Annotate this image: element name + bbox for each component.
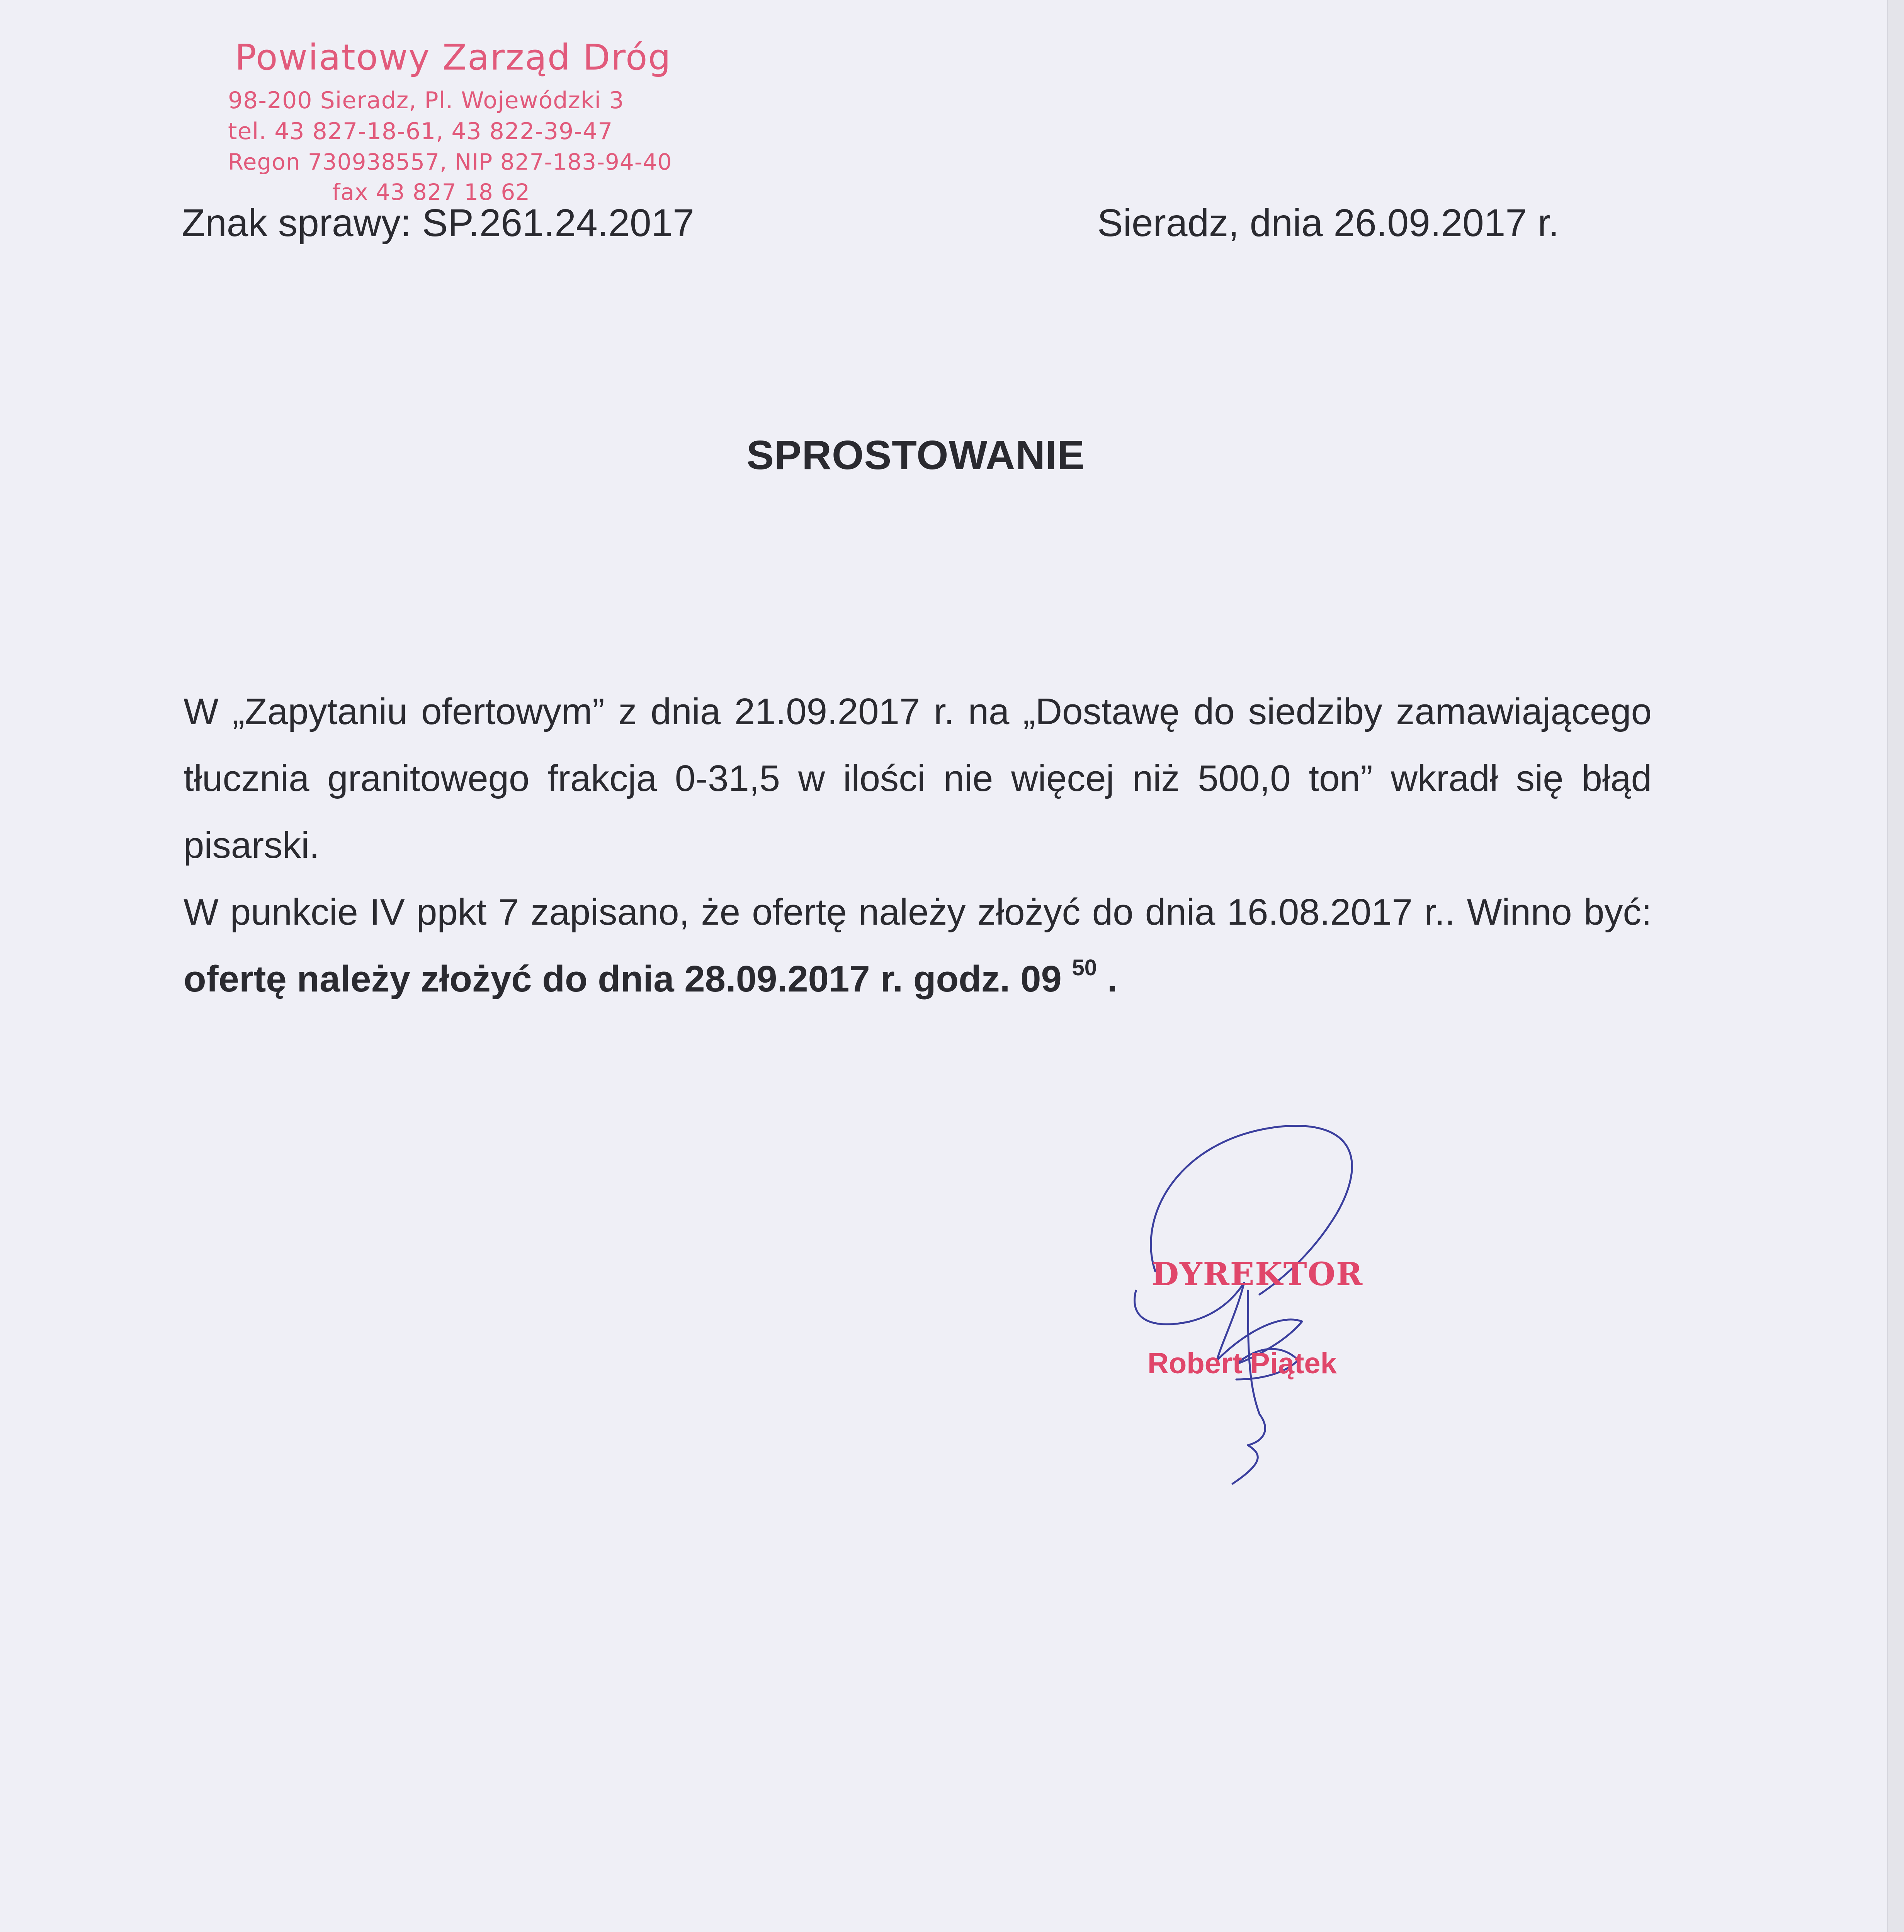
signatory-name: Robert Piątek [1148, 1347, 1337, 1380]
document-title: SPROSTOWANIE [746, 432, 1085, 478]
correction-text: W punkcie IV ppkt 7 zapisano, że ofertę należy złożyć do dnia 16.08.2017 r.. Winno być: [184, 891, 1652, 933]
signature-block [1120, 1113, 1414, 1492]
paper-edge [1887, 0, 1904, 1932]
stamp-phone: tel. 43 827-18-61, 43 822-39-47 [228, 118, 613, 145]
corrected-deadline [184, 955, 1118, 1000]
deadline-period: . [1107, 958, 1118, 1000]
stamp-ids: Regon 730938557, NIP 827-183-94-40 [228, 149, 672, 175]
deadline-minutes: 50 [1072, 955, 1097, 980]
case-reference: Znak sprawy: SP.261.24.2017 [182, 201, 694, 245]
stamp-fax: fax 43 827 18 62 [332, 179, 530, 205]
handwritten-signature [1120, 1113, 1414, 1492]
paragraph-correction-notice: W „Zapytaniu ofertowym” z dnia 21.09.2017 r. na „Dostawę do siedziby zamawiającego tłucznia granitowego frakcja 0-31,5 w ilości nie więcej niż 500,0 ton” wkradł się błąd pisarski. [184, 691, 1652, 866]
letter-body [184, 678, 1652, 1012]
place-and-date: Sieradz, dnia 26.09.2017 r. [1097, 201, 1559, 245]
stamp-address: 98-200 Sieradz, Pl. Wojewódzki 3 [228, 87, 624, 114]
corrected-deadline-text: ofertę należy złożyć do dnia 28.09.2017 r. godz. 09 [184, 958, 1062, 1000]
paragraph-correction-detail [184, 879, 1652, 1012]
stamp-office-name: Powiatowy Zarząd Dróg [235, 37, 672, 78]
signatory-role: DYREKTOR [1151, 1256, 1363, 1293]
